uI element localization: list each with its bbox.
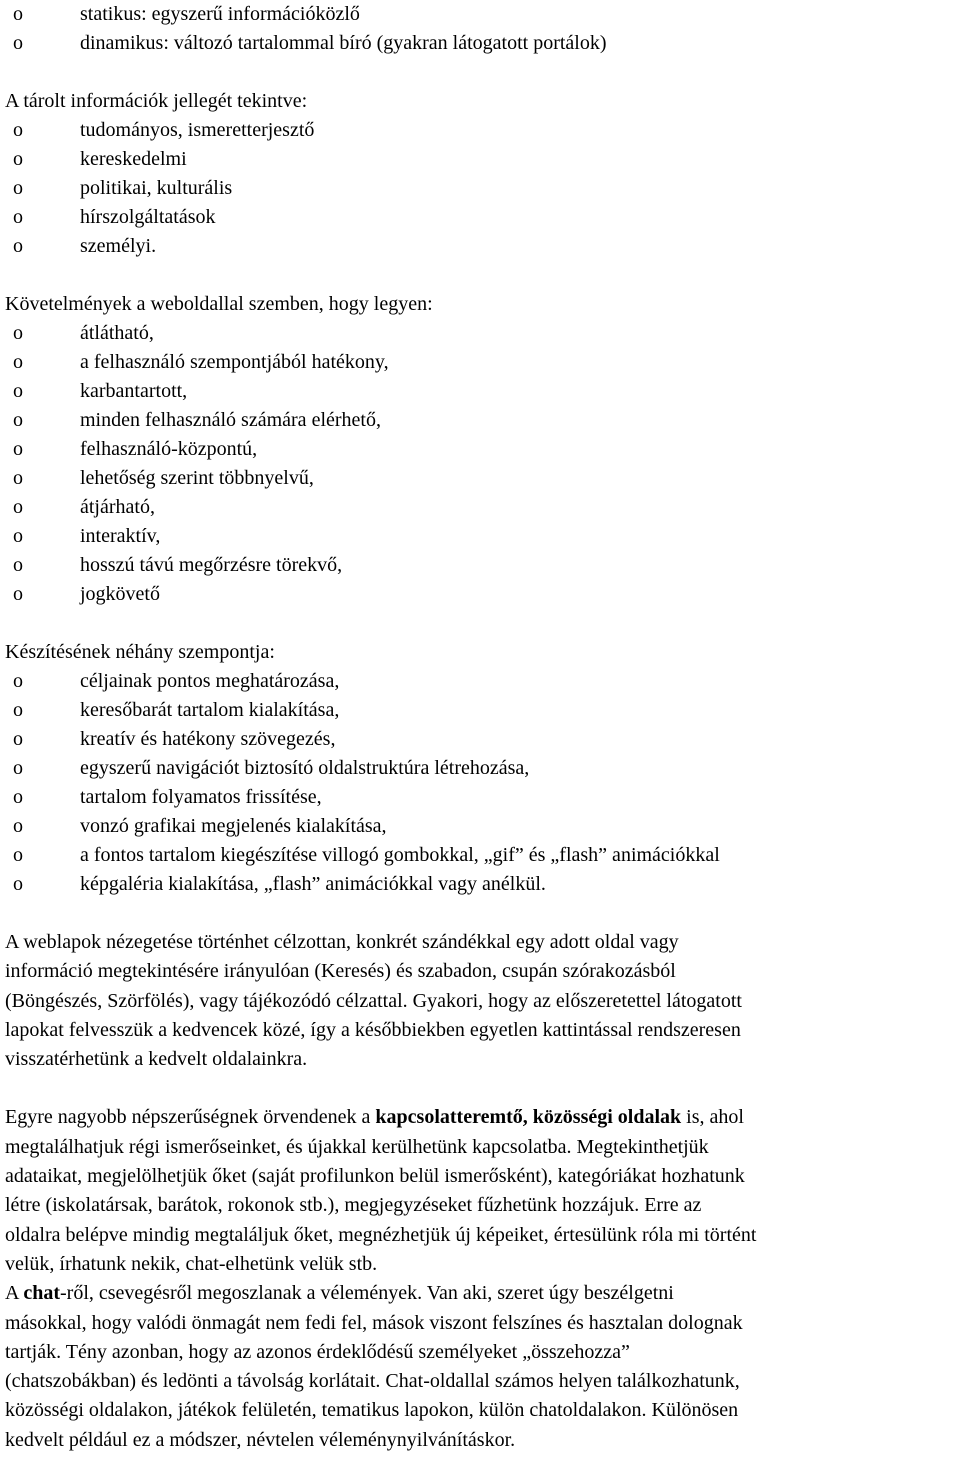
paragraph-line: másokkal, hogy valódi önmagát nem fedi fel, mások viszont felszínes és hasztalan dolognak — [5, 1311, 743, 1334]
list-item: o átlátható, — [5, 319, 957, 348]
bullet: o — [13, 525, 23, 547]
section-heading-requirements: Követelmények a weboldallal szemben, hogy legyen: — [5, 293, 433, 315]
bullet: o — [13, 670, 23, 692]
bullet: o — [13, 757, 23, 779]
bullet: o — [13, 786, 23, 808]
bullet: o — [13, 177, 23, 199]
list-item: o képgaléria kialakítása, „flash” animációkkal vagy anélkül. — [5, 870, 957, 899]
list-item: o karbantartott, — [5, 377, 957, 406]
spacer — [5, 261, 957, 290]
spacer — [5, 899, 957, 928]
bullet: o — [13, 380, 23, 402]
paragraph-chat — [5, 1279, 957, 1455]
bullet: o — [13, 32, 23, 54]
list-item: o hosszú távú megőrzésre törekvő, — [5, 551, 957, 580]
list-item: o minden felhasználó számára elérhető, — [5, 406, 957, 435]
bullet: o — [13, 844, 23, 866]
section-heading-creation: Készítésének néhány szempontja: — [5, 641, 275, 663]
top-list — [5, 0, 957, 58]
list-item: o tartalom folyamatos frissítése, — [5, 783, 957, 812]
list-item: o kereskedelmi — [5, 145, 957, 174]
list-item: o keresőbarát tartalom kialakítása, — [5, 696, 957, 725]
paragraph-line: visszatérhetünk a kedvelt oldalainkra. — [5, 1048, 308, 1071]
list-item: o kreatív és hatékony szövegezés, — [5, 725, 957, 754]
paragraph-line: adataikat, megjelölhetjük őket (saját profilunkon belül ismerősként), kategóriákat hozhatunk — [5, 1165, 745, 1188]
bullet: o — [13, 815, 23, 837]
requirements-list — [5, 319, 957, 609]
paragraph-line: velük, írhatunk nekik, chat-elhetünk velük stb. — [5, 1252, 378, 1275]
bullet: o — [13, 438, 23, 460]
bullet: o — [13, 351, 23, 373]
bullet: o — [13, 206, 23, 228]
emphasis-social-sites: kapcsolatteremtő, közösségi oldalak — [375, 1106, 682, 1129]
spacer — [5, 58, 957, 87]
list-item: o dinamikus: változó tartalommal bíró (gyakran látogatott portálok) — [5, 29, 957, 58]
spacer — [5, 1074, 957, 1103]
paragraph-browsing — [5, 928, 957, 1074]
paragraph-line: (Böngészés, Szörfölés), vagy tájékozódó célzattal. Gyakori, hogy az előszeretettel látogatott — [5, 989, 742, 1012]
list-item: o politikai, kulturális — [5, 174, 957, 203]
bullet: o — [13, 409, 23, 431]
list-item: o statikus: egyszerű információközlő — [5, 0, 957, 29]
paragraph-line: A weblapok nézegetése történhet célzottan, konkrét szándékkal egy adott oldal vagy — [5, 931, 679, 953]
paragraph-line: lapokat felvesszük a kedvencek közé, így a későbbiekben egyetlen kattintással rendszeresen — [5, 1018, 741, 1041]
stored-info-list — [5, 116, 957, 261]
paragraph-line: A chat-ről, csevegésről megoszlanak a vélemények. Van aki, szeret úgy beszélgetni — [5, 1282, 674, 1305]
bullet: o — [13, 119, 23, 141]
paragraph-line: (chatszobákban) és ledönti a távolság korlátait. Chat-oldallal számos helyen találkozhatunk, — [5, 1370, 740, 1393]
list-item: o egyszerű navigációt biztosító oldalstruktúra létrehozása, — [5, 754, 957, 783]
list-item: o interaktív, — [5, 522, 957, 551]
paragraph-line: tartják. Tény azonban, hogy az azonos érdeklődésű személyeket „összehozza” — [5, 1340, 630, 1363]
bullet: o — [13, 873, 23, 895]
list-item: o átjárható, — [5, 493, 957, 522]
bullet: o — [13, 699, 23, 721]
bullet: o — [13, 583, 23, 605]
list-item: o személyi. — [5, 232, 957, 261]
list-item: o a felhasználó szempontjából hatékony, — [5, 348, 957, 377]
paragraph-line: létre (iskolatársak, barátok, rokonok stb.), megjegyzéseket fűzhetünk hozzájuk. Erre az — [5, 1194, 702, 1217]
paragraph-line: Egyre nagyobb népszerűségnek örvendenek a kapcsolatteremtő, közösségi oldalak is, ahol — [5, 1106, 744, 1129]
list-item: o tudományos, ismeretterjesztő — [5, 116, 957, 145]
bullet: o — [13, 3, 23, 25]
paragraph-social — [5, 1103, 957, 1279]
list-item: o hírszolgáltatások — [5, 203, 957, 232]
list-item: o lehetőség szerint többnyelvű, — [5, 464, 957, 493]
bullet: o — [13, 235, 23, 257]
list-item: o felhasználó-központú, — [5, 435, 957, 464]
paragraph-line: információ megtekintésére irányulóan (Keresés) és szabadon, csupán szórakozásból — [5, 960, 676, 983]
list-item: o vonzó grafikai megjelenés kialakítása, — [5, 812, 957, 841]
emphasis-chat: chat — [23, 1282, 61, 1305]
list-item: o a fontos tartalom kiegészítése villogó gombokkal, „gif” és „flash” animációkkal — [5, 841, 957, 870]
document-page — [5, 0, 957, 1455]
bullet: o — [13, 467, 23, 489]
creation-aspects-list — [5, 667, 957, 899]
section-heading-stored: A tárolt információk jellegét tekintve: — [5, 90, 308, 112]
bullet: o — [13, 322, 23, 344]
list-item: o céljainak pontos meghatározása, — [5, 667, 957, 696]
bullet: o — [13, 148, 23, 170]
paragraph-line: közösségi oldalakon, játékok felületén, tematikus lapokon, külön chatoldalakon. Különösen — [5, 1399, 739, 1422]
paragraph-line: oldalra belépve mindig megtaláljuk őket, megnézhetjük új képeiket, értesülünk róla mi történt — [5, 1223, 757, 1246]
spacer — [5, 609, 957, 638]
paragraph-line: kedvelt például ez a módszer, névtelen véleménynyilvánításkor. — [5, 1428, 516, 1451]
bullet: o — [13, 496, 23, 518]
bullet: o — [13, 728, 23, 750]
paragraph-line: megtalálhatjuk régi ismerőseinket, és újakkal kerülhetünk kapcsolatba. Megtekinthetjük — [5, 1135, 709, 1158]
bullet: o — [13, 554, 23, 576]
list-item: o jogkövető — [5, 580, 957, 609]
